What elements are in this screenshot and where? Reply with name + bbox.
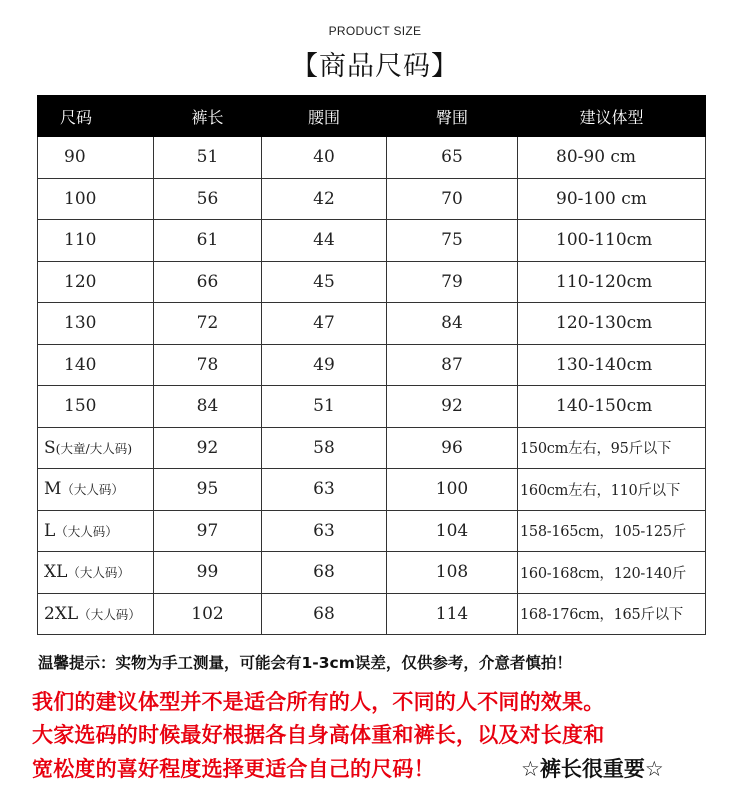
pants-length-cell: 72: [154, 303, 262, 345]
size-cell: [38, 178, 154, 220]
size-cell: [38, 303, 154, 345]
table-row: [38, 427, 706, 469]
size-label: M: [44, 479, 62, 500]
size-cell: [38, 261, 154, 303]
col-header-size: 尺码: [38, 96, 154, 137]
waist-cell: 49: [262, 344, 387, 386]
waist-cell: 42: [262, 178, 387, 220]
pants-length-cell: 61: [154, 220, 262, 262]
body-type-cell: 140-150cm: [518, 386, 706, 428]
body-type-cell: 150cm左右，95斤以下: [518, 427, 706, 469]
size-note: (大童/大人码): [55, 440, 133, 456]
body-type-cell: 100-110cm: [518, 220, 706, 262]
body-type-cell: 120-130cm: [518, 303, 706, 345]
size-cell: [38, 220, 154, 262]
table-row: [38, 510, 706, 552]
hip-cell: 65: [387, 137, 518, 179]
size-cell: [38, 137, 154, 179]
pants-length-cell: 99: [154, 552, 262, 594]
body-type-cell: 158-165cm，105-125斤: [518, 510, 706, 552]
size-label: 2XL: [44, 603, 79, 624]
size-note: （大人码）: [67, 565, 130, 581]
pants-length-cell: 56: [154, 178, 262, 220]
size-label: 140: [64, 354, 97, 375]
table-row: [38, 178, 706, 220]
waist-cell: 68: [262, 552, 387, 594]
size-note: （大人码）: [78, 606, 141, 622]
notice-line-3: 宽松度的喜好程度选择更适合自己的尺码！: [32, 757, 435, 781]
notice-line-1: 我们的建议体型并不是适合所有的人，不同的人不同的效果。: [32, 690, 605, 714]
hip-cell: 114: [387, 593, 518, 635]
pants-length-cell: 102: [154, 593, 262, 635]
size-cell: [38, 386, 154, 428]
col-header-hip: 臀围: [387, 96, 518, 137]
notice-line-2: 大家选码的时候最好根据各自身高体重和裤长，以及对长度和: [32, 723, 605, 747]
table-row: [38, 137, 706, 179]
pants-length-important: ☆裤长很重要☆: [521, 757, 664, 781]
pants-length-cell: 97: [154, 510, 262, 552]
body-type-cell: 130-140cm: [518, 344, 706, 386]
table-row: [38, 386, 706, 428]
hip-cell: 92: [387, 386, 518, 428]
hip-cell: 87: [387, 344, 518, 386]
col-header-pants-length: 裤长: [154, 96, 262, 137]
tip-text: 温馨提示：实物为手工测量，可能会有1-3cm误差，仅供参考，介意者慎拍！: [38, 654, 572, 672]
size-note: （大人码）: [55, 523, 118, 539]
size-label: 130: [64, 313, 97, 334]
size-cell: [38, 510, 154, 552]
size-cell: [38, 593, 154, 635]
size-label: 100: [64, 188, 97, 209]
hip-cell: 100: [387, 469, 518, 511]
waist-cell: 47: [262, 303, 387, 345]
hip-cell: 84: [387, 303, 518, 345]
table-row: [38, 593, 706, 635]
table-row: [38, 344, 706, 386]
product-size-subtitle: PRODUCT SIZE: [328, 24, 422, 38]
size-note: （大人码）: [61, 482, 124, 498]
col-header-waist: 腰围: [262, 96, 387, 137]
waist-cell: 51: [262, 386, 387, 428]
hip-cell: 75: [387, 220, 518, 262]
hip-cell: 108: [387, 552, 518, 594]
size-cell: [38, 552, 154, 594]
size-label: XL: [44, 562, 68, 583]
size-cell: [38, 344, 154, 386]
col-header-body-type: 建议体型: [518, 96, 706, 137]
table-row: [38, 469, 706, 511]
hip-cell: 79: [387, 261, 518, 303]
waist-cell: 63: [262, 510, 387, 552]
size-cell: [38, 469, 154, 511]
size-label: 110: [64, 230, 97, 251]
size-label: 120: [64, 271, 97, 292]
waist-cell: 40: [262, 137, 387, 179]
size-label: L: [44, 520, 56, 541]
table-row: [38, 220, 706, 262]
size-label: S: [44, 437, 56, 458]
size-cell: [38, 427, 154, 469]
body-type-cell: 160cm左右，110斤以下: [518, 469, 706, 511]
waist-cell: 68: [262, 593, 387, 635]
hip-cell: 104: [387, 510, 518, 552]
body-type-cell: 168-176cm，165斤以下: [518, 593, 706, 635]
pants-length-cell: 84: [154, 386, 262, 428]
waist-cell: 58: [262, 427, 387, 469]
waist-cell: 63: [262, 469, 387, 511]
pants-length-cell: 78: [154, 344, 262, 386]
hip-cell: 70: [387, 178, 518, 220]
body-type-cell: 110-120cm: [518, 261, 706, 303]
hip-cell: 96: [387, 427, 518, 469]
pants-length-cell: 51: [154, 137, 262, 179]
body-type-cell: 160-168cm，120-140斤: [518, 552, 706, 594]
size-label: 90: [64, 147, 86, 168]
body-type-cell: 90-100 cm: [518, 178, 706, 220]
page-title: 【商品尺码】: [291, 51, 459, 82]
waist-cell: 45: [262, 261, 387, 303]
table-row: [38, 261, 706, 303]
table-row: [38, 303, 706, 345]
body-type-cell: 80-90 cm: [518, 137, 706, 179]
pants-length-cell: 95: [154, 469, 262, 511]
table-header-row: [38, 96, 706, 137]
size-label: 150: [64, 396, 97, 417]
waist-cell: 44: [262, 220, 387, 262]
size-table: [37, 95, 706, 635]
pants-length-cell: 66: [154, 261, 262, 303]
pants-length-cell: 92: [154, 427, 262, 469]
table-row: [38, 552, 706, 594]
